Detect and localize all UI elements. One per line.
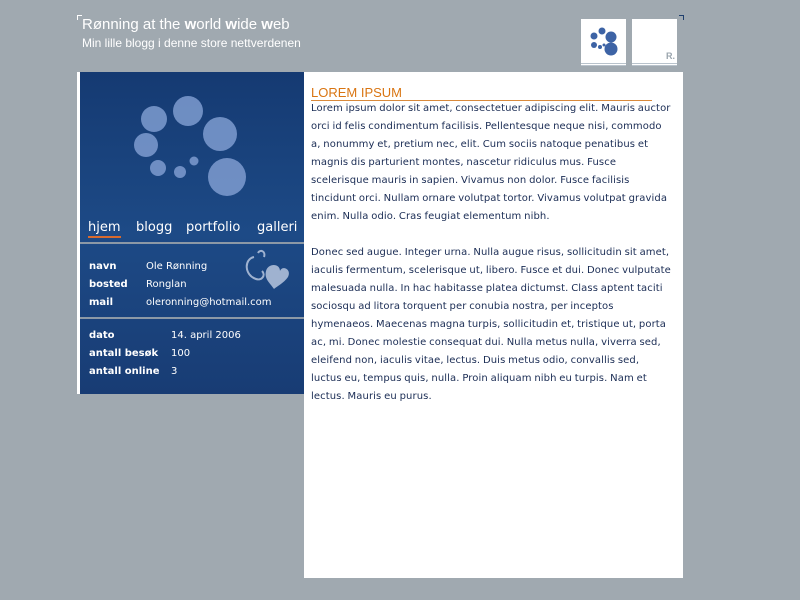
stats-key: dato (89, 330, 115, 341)
main-content (304, 72, 683, 578)
site-title-part: w (261, 16, 273, 33)
stats-key: antall besøk (89, 348, 159, 359)
profile-key: bosted (89, 279, 128, 290)
site-title-part: w (225, 16, 238, 33)
site-title-part: orld (196, 16, 226, 33)
site-title (82, 16, 290, 33)
heart-swirl-icon (240, 249, 292, 293)
stats-value: 3 (171, 366, 178, 377)
nav-blogg[interactable]: blogg (136, 220, 173, 235)
main-nav (80, 220, 305, 242)
nav-portfolio[interactable]: portfolio (186, 220, 241, 235)
stats-row-visits (89, 345, 241, 363)
sidebar (77, 72, 305, 394)
email-link[interactable]: oleronning@hotmail.com (146, 297, 272, 308)
nav-hjem[interactable]: hjem (88, 220, 121, 238)
stats-value: 100 (171, 348, 191, 359)
article-paragraph: Lorem ipsum dolor sit amet, consectetuer adipiscing elit. Mauris auctor orci id felis condimentum facilisis. Pellentesque neque nisi, commodo a, nonummy et, pretium nec, elit. Cum sociis natoque penatibus et magnis dis parturient montes, nascetur ridiculus mus. Fusce scelerisque mauris in sapien. Vivamus non dolor. Fusce facilisis tincidunt orci. Nullam ornare volutpat tortor. Vivamus volutpat gravida enim. Nulla odio. Cras feugiat elementum nibh. (311, 103, 671, 222)
profile-key: mail (89, 297, 114, 308)
site-title-part: ide (237, 16, 262, 33)
logo-box-secondary[interactable] (632, 19, 677, 66)
divider (80, 242, 305, 244)
logo-box[interactable] (581, 19, 626, 66)
profile-value: Ronglan (146, 279, 187, 290)
stats-key: antall online (89, 366, 160, 377)
divider (80, 317, 305, 319)
profile-key: navn (89, 261, 117, 272)
site-subtitle: Min lille blogg i denne store nettverdenen (82, 36, 301, 50)
stats-row-date (89, 327, 241, 345)
dots-circle-logo-icon (581, 19, 626, 63)
dots-circle-graphic-icon (80, 72, 305, 217)
site-title-part: eb (272, 16, 290, 33)
site-title-part: Rønning at the (82, 16, 185, 33)
profile-row-mail (89, 294, 272, 312)
stats-row-online (89, 363, 241, 381)
nav-galleri[interactable]: galleri (257, 220, 298, 235)
logo-mark: R. (666, 51, 675, 61)
article-title: LOREM IPSUM (311, 85, 652, 101)
profile-value: Ole Rønning (146, 261, 208, 272)
stats-value: 14. april 2006 (171, 330, 241, 341)
header-corner-right (679, 15, 684, 20)
hero-graphic (80, 72, 305, 242)
stats-info (89, 327, 241, 381)
article-body (311, 100, 671, 424)
article-paragraph: Donec sed augue. Integer urna. Nulla augue risus, sollicitudin sit amet, iaculis fermentum, scelerisque ut, libero. Fusce et dui. Donec vulputate malesuada nulla. In hac habitasse platea dictumst. Class aptent taciti sociosqu ad litora torquent per conubia nostra, per inceptos hymenaeos. Maecenas magna turpis, sollicitudin et, tristique ut, porta ac, mi. Donec molestie consequat dui. Nulla metus nulla, viverra sed, eleifend non, iaculis vitae, lectus. Duis metus odio, convallis sed, luctus eu, tempus quis, nulla. Proin aliquam nibh eu turpis. Nam et lectus. Mauris eu purus. (311, 247, 671, 402)
site-title-part: w (184, 16, 197, 33)
